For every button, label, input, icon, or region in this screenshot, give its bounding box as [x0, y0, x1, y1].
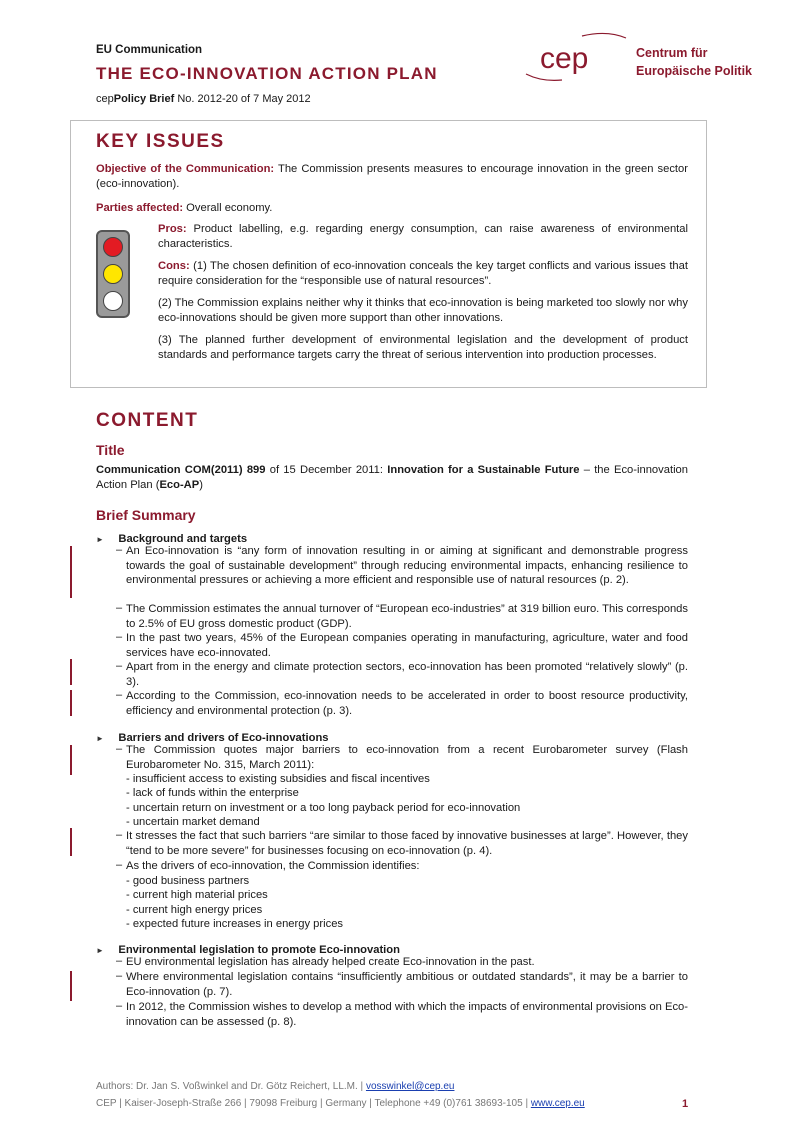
org-line-2: Europäische Politik [636, 64, 753, 78]
list-item: The Commission quotes major barriers to eco-innovation from a recent Eurobarometer survey (Flash Eurobarometer No. 315, March 2011): [126, 744, 688, 771]
sub-list-item: - expected future increases in energy prices [126, 918, 344, 930]
list-item: In the past two years, 45% of the European companies operating in manufacturing, agriculture, water and food services have eco-innovated. [126, 632, 688, 659]
dash-icon: – [116, 544, 123, 556]
section-heading: Environmental legislation to promote Eco-innovation [118, 944, 400, 956]
author-email-link[interactable]: vosswinkel@cep.eu [365, 1081, 455, 1092]
section-heading: Barriers and drivers of Eco-innovations [118, 732, 329, 744]
dash-icon: – [116, 955, 123, 967]
footer-authors [96, 1081, 454, 1092]
website-link[interactable]: www.cep.eu [530, 1098, 585, 1109]
pros-text: Product labelling, e.g. regarding energy consumption, can raise awareness of environmental characteristics. [158, 223, 688, 250]
parties-paragraph [96, 201, 688, 216]
address-text: CEP | Kaiser-Joseph-Straße 266 | 79098 Freiburg | Germany | Telephone +49 (0)761 38693-105 | [96, 1098, 531, 1109]
dash-icon: – [116, 631, 123, 643]
key-issues-heading: KEY ISSUES [96, 131, 225, 152]
arrow-bullet-icon: ► [96, 734, 104, 743]
cons-text: (1) The chosen definition of eco-innovation conceals the key target conflicts and various issues that require consideration for the “responsible use of natural resources”. [158, 260, 688, 287]
sub-list-item: - good business partners [126, 875, 250, 887]
dash-icon: – [116, 689, 123, 701]
list-item: An Eco-innovation is “any form of innovation resulting in or aiming at significant and demonstrable progress towards the goal of sustainable development” through reducing environmental impacts, enhancing resilience to environmental pressures or achieving a more efficient and responsible use of natural resources (p. 2). [126, 545, 688, 586]
dash-icon: – [116, 859, 123, 871]
red-light [103, 237, 123, 257]
list-item: According to the Commission, eco-innovation needs to be accelerated in order to boost resource productivity, efficiency and environmental protection (p. 3). [126, 690, 688, 717]
comm-subtitle: – the Eco-innovation Action Plan ( [96, 464, 689, 491]
section-heading: Background and targets [118, 533, 248, 545]
margin-marker [70, 659, 72, 685]
comm-date: of 15 December 2011: [265, 464, 388, 476]
margin-marker [70, 690, 72, 716]
sub-list-item: - current high energy prices [126, 904, 263, 916]
cep-logo [522, 30, 632, 86]
dash-icon: – [116, 829, 123, 841]
list-item: The Commission estimates the annual turnover of “European eco-industries” at 319 billion euro. This corresponds to 2.5% of EU gross domestic product (GDP). [126, 603, 688, 630]
brief-rest: No. 2012-20 of 7 May 2012 [174, 93, 311, 105]
cep-logo-icon [522, 30, 632, 86]
pros-paragraph [158, 222, 688, 252]
objective-paragraph [96, 162, 688, 192]
communication-reference [96, 463, 688, 493]
margin-marker [70, 971, 72, 1001]
objective-text: The Commission presents measures to encourage innovation in the green sector (eco-innovation). [96, 163, 688, 190]
arrow-bullet-icon: ► [96, 535, 104, 544]
sub-list-item: - insufficient access to existing subsidies and fiscal incentives [126, 773, 430, 785]
document-title: THE ECO-INNOVATION ACTION PLAN [96, 64, 438, 83]
white-light [103, 291, 123, 311]
cons-paragraph [158, 259, 688, 289]
objective-label: Objective of the Communication: [96, 163, 275, 175]
document-kicker: EU Communication [96, 44, 203, 56]
org-line-1: Centrum für [636, 46, 708, 60]
comm-close: ) [199, 479, 203, 491]
logo-text: cep [540, 42, 589, 75]
sub-list-item: - lack of funds within the enterprise [126, 787, 299, 799]
list-item: Apart from in the energy and climate protection sectors, eco-innovation has been promoted “relatively slowly” (p. 3). [126, 661, 688, 688]
list-item: In 2012, the Commission wishes to develop a method with which the impacts of environmental provisions on Eco-innovation can be assessed (p. 8). [126, 1001, 688, 1028]
footer-address [96, 1098, 585, 1109]
brief-prefix: cep [96, 93, 114, 105]
title-subheading: Title [96, 442, 125, 458]
traffic-light-icon [96, 230, 130, 318]
organization-name [636, 44, 752, 80]
dash-icon: – [116, 660, 123, 672]
list-item: EU environmental legislation has already helped create Eco-innovation in the past. [126, 956, 535, 968]
comm-number: Communication COM(2011) 899 [96, 464, 266, 476]
page-number: 1 [682, 1098, 689, 1110]
dash-icon: – [116, 970, 123, 982]
comm-title: Innovation for a Sustainable Future [387, 464, 580, 476]
sub-list-item: - uncertain market demand [126, 816, 260, 828]
arrow-bullet-icon: ► [96, 946, 104, 955]
yellow-light [103, 264, 123, 284]
dash-icon: – [116, 1000, 123, 1012]
brief-summary-heading: Brief Summary [96, 507, 196, 523]
pros-label: Pros: [158, 223, 187, 235]
comm-abbrev: Eco-AP [159, 479, 200, 491]
brief-bold: Policy Brief [113, 93, 175, 105]
margin-marker [70, 745, 72, 775]
dash-icon: – [116, 743, 123, 755]
parties-text: Overall economy. [183, 202, 273, 214]
margin-marker [70, 546, 72, 598]
dash-icon: – [116, 602, 123, 614]
cons-point-2: (2) The Commission explains neither why it thinks that eco-innovation is being marketed too slowly nor why eco-innovations should be given more support than other innovations. [158, 297, 688, 324]
list-item: It stresses the fact that such barriers “are similar to those faced by innovative businesses at large”. However, they “tend to be more severe” for businesses focusing on eco-innovation (p. 4). [126, 830, 688, 857]
cons-point-3: (3) The planned further development of environmental legislation and the development of product standards and performance targets carry the threat of serious intervention into production processes. [158, 334, 688, 361]
sub-list-item: - current high material prices [126, 889, 268, 901]
authors-text: Authors: Dr. Jan S. Voßwinkel and Dr. Götz Reichert, LL.M. | [96, 1081, 366, 1092]
policy-brief-line [96, 93, 311, 105]
margin-marker [70, 828, 72, 856]
cons-label: Cons: [158, 260, 190, 272]
list-item: Where environmental legislation contains “insufficiently ambitious or outdated standards”, it may be a barrier to Eco-innovation (p. 7). [126, 971, 688, 998]
parties-label: Parties affected: [96, 202, 184, 214]
list-item: As the drivers of eco-innovation, the Commission identifies: [126, 860, 420, 872]
content-heading: CONTENT [96, 410, 199, 431]
sub-list-item: - uncertain return on investment or a too long payback period for eco-innovation [126, 802, 521, 814]
